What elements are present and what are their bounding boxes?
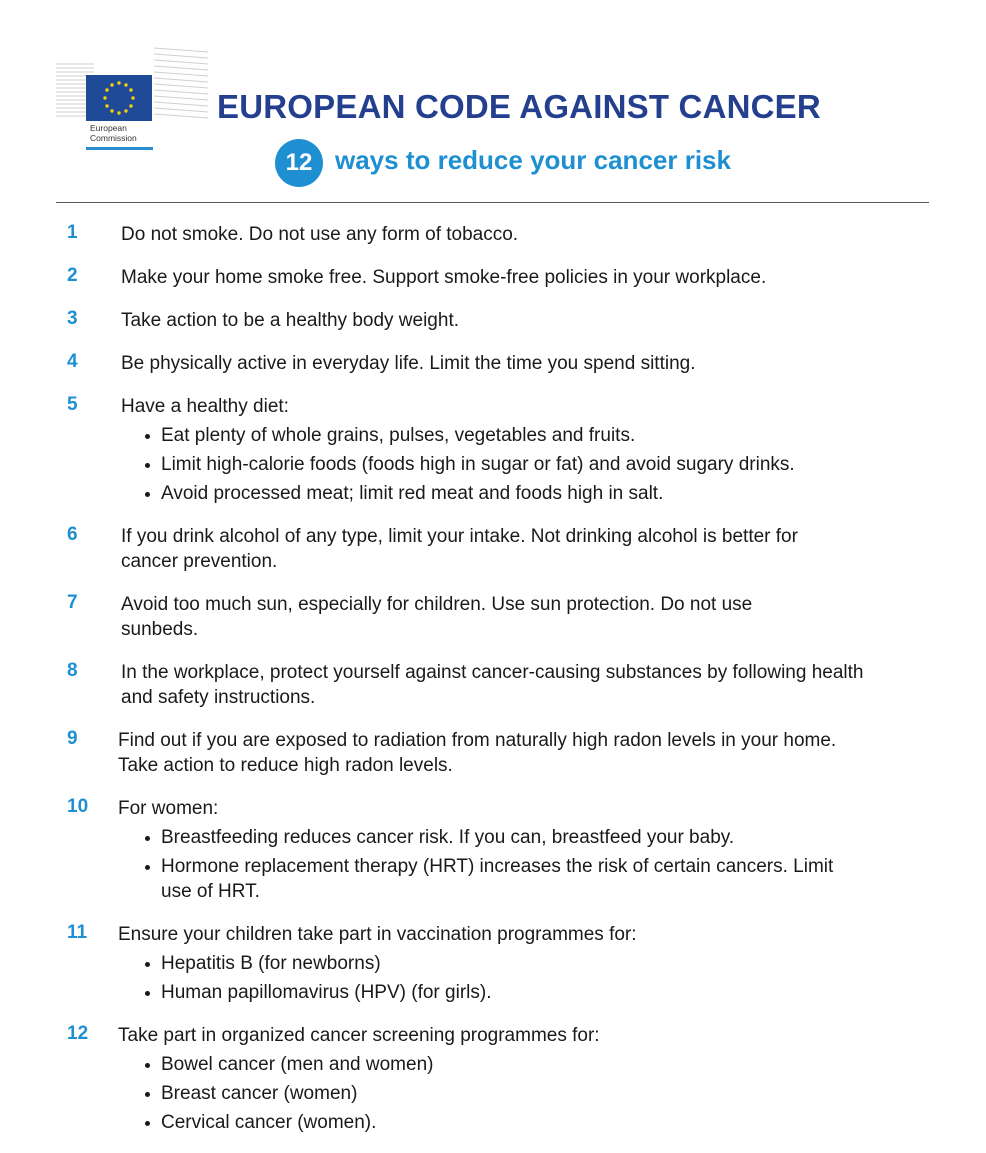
logo-caption — [90, 123, 137, 143]
list-item — [0, 796, 986, 904]
sub-item: Avoid processed meat; limit red meat and foods high in salt. — [161, 481, 926, 506]
sub-list — [0, 423, 986, 506]
sub-list — [0, 951, 986, 1005]
item-number: 4 — [67, 351, 78, 372]
list-item — [0, 222, 986, 247]
sub-item: Bowel cancer (men and women) — [161, 1052, 926, 1077]
logo-underline — [86, 147, 153, 150]
list-item — [0, 1023, 986, 1135]
item-number: 7 — [67, 592, 78, 613]
logo-text-line1: European — [90, 123, 127, 133]
sub-item: Hepatitis B (for newborns) — [161, 951, 926, 976]
item-number: 5 — [67, 394, 78, 415]
item-number: 6 — [67, 524, 78, 545]
item-number: 10 — [67, 796, 89, 817]
list-item — [0, 728, 986, 778]
sub-item: Eat plenty of whole grains, pulses, vegetables and fruits. — [161, 423, 926, 448]
item-number: 8 — [67, 660, 78, 681]
item-number: 9 — [67, 728, 78, 749]
list-item — [0, 265, 986, 290]
item-text: If you drink alcohol of any type, limit your intake. Not drinking alcohol is better for cancer prevention. — [121, 526, 798, 572]
page-subtitle: ways to reduce your cancer risk — [335, 145, 731, 175]
item-text: Have a healthy diet: — [121, 396, 289, 417]
sub-item: Human papillomavirus (HPV) (for girls). — [161, 980, 926, 1005]
sub-item: Limit high-calorie foods (foods high in sugar or fat) and avoid sugary drinks. — [161, 452, 926, 477]
item-text: For women: — [118, 798, 219, 819]
page-title: EUROPEAN CODE AGAINST CANCER — [217, 88, 821, 125]
item-text: Ensure your children take part in vaccination programmes for: — [118, 924, 637, 945]
item-text: Make your home smoke free. Support smoke-free policies in your workplace. — [121, 267, 767, 288]
recommendation-list — [0, 222, 986, 1153]
item-number: 3 — [67, 308, 78, 329]
sub-list — [0, 825, 986, 904]
sub-item: Breast cancer (women) — [161, 1081, 926, 1106]
sub-list — [0, 1052, 986, 1135]
list-item — [0, 922, 986, 1005]
header-divider — [56, 202, 929, 203]
list-item — [0, 308, 986, 333]
item-text: Take action to be a healthy body weight. — [121, 310, 460, 331]
item-text: Be physically active in everyday life. Limit the time you spend sitting. — [121, 353, 696, 374]
list-item — [0, 394, 986, 506]
item-text: Avoid too much sun, especially for children. Use sun protection. Do not use sunbeds. — [121, 594, 753, 640]
logo-text-line2: Commission — [90, 133, 137, 143]
list-item — [0, 524, 986, 574]
item-number: 2 — [67, 265, 78, 286]
list-item — [0, 351, 986, 376]
item-text: In the workplace, protect yourself against cancer-causing substances by following health and safety instructions. — [121, 662, 864, 708]
item-text: Take part in organized cancer screening programmes for: — [118, 1025, 600, 1046]
sub-item: Hormone replacement therapy (HRT) increases the risk of certain cancers. Limit use of HRT. — [161, 854, 866, 904]
list-item — [0, 660, 986, 710]
sub-item: Breastfeeding reduces cancer risk. If you can, breastfeed your baby. — [161, 825, 926, 850]
item-number: 1 — [67, 222, 78, 243]
item-text: Find out if you are exposed to radiation from naturally high radon levels in your home. Take action to reduce high radon levels. — [118, 730, 837, 776]
count-badge: 12 — [275, 139, 323, 187]
item-text: Do not smoke. Do not use any form of tobacco. — [121, 224, 519, 245]
item-number: 12 — [67, 1023, 89, 1044]
item-number: 11 — [67, 922, 88, 943]
list-item — [0, 592, 986, 642]
sub-item: Cervical cancer (women). — [161, 1110, 926, 1135]
